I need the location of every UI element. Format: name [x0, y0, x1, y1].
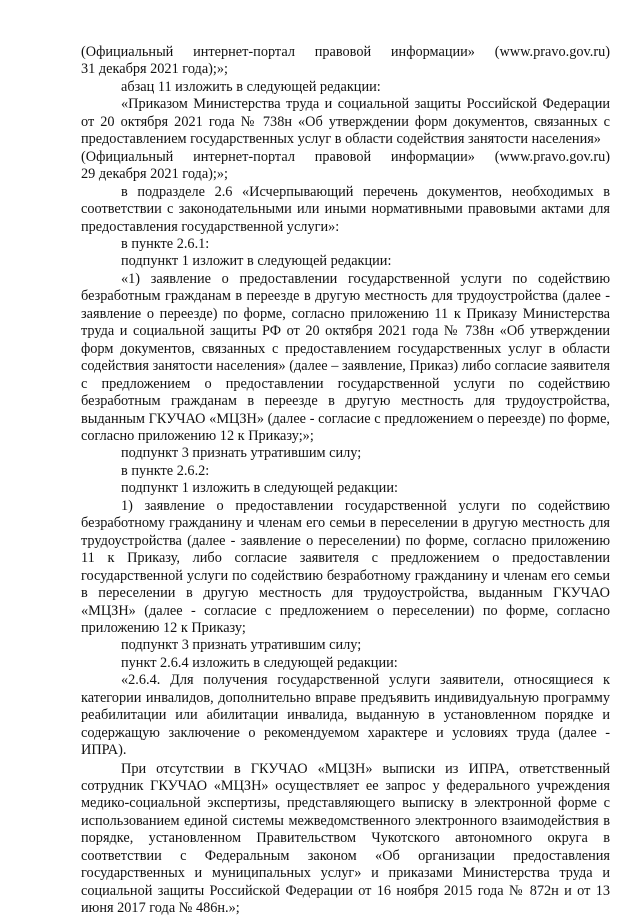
paragraph-subitem-3-void-1: подпункт 3 признать утратившим силу; [121, 445, 362, 462]
paragraph-prikaz-738n: «Приказом Министерства труда и социальной защиты Российской Федерации от 20 октября 2021 года № 738н «Об утверждении форм документов, связанных с предоставлением государственных услуг в области содействия занятости населения» [81, 96, 610, 148]
paragraph-item-2-6-2: в пункте 2.6.2: [121, 462, 210, 479]
paragraph-subitem-1-header-2: подпункт 1 изложить в следующей редакции: [121, 480, 398, 497]
paragraph-official-portal-2 [81, 149, 610, 184]
text-line: (Официальный интернет-портал правовой информации» (www.pravo.gov.ru) [81, 148, 610, 165]
paragraph-ipra-request: При отсутствии в ГКУЧАО «МЦЗН» выписки из ИПРА, ответственный сотрудник ГКУЧАО «МЦЗН» осуществляет ее запрос у федерального учреждения медико-социальной экспертизы, представляющего выписку в электронной форме с использованием единой системы межведомственного электронного взаимодействия в порядке, установленном Правительством Чукотского автономного округа в соответствии с Федеральным законом «Об организации предоставления государственных и муниципальных услуг» и приказами Министерства труда и социальной защиты Российской Федерации от 16 ноября 2015 года № 872н и от 13 июня 2017 года № 486н.»; [81, 760, 610, 917]
paragraph-item-2-6-1: в пункте 2.6.1: [121, 235, 210, 252]
paragraph-subitem-1-header: подпункт 1 изложит в следующей редакции: [121, 253, 392, 270]
text-line: 31 декабря 2021 года);»; [81, 61, 229, 78]
paragraph-subitem-3-void-2: подпункт 3 признать утратившим силу; [121, 637, 362, 654]
text-line: (Официальный интернет-портал правовой информации» (www.pravo.gov.ru) [81, 44, 610, 60]
paragraph-item-2-6-4-header: пункт 2.6.4 изложить в следующей редакции: [121, 654, 398, 671]
paragraph-subitem-1-pereezd: «1) заявление о предоставлении государственной услуги по содействию безработным гражданам в переезде в другую местность для трудоустройства (далее - заявление о переезде) по форме, согласно приложению 11 к Приказу Министерства труда и социальной защиты РФ от 20 октября 2021 года № 738н «Об утверждении форм документов, связанных с предоставлением государственных услуг в области содействия занятости населения» (далее – заявление, Приказ) либо согласие заявителя с предложением о предоставлении государственной услуги по содействию безработным гражданам в переезде в другую местность для трудоустройства, выданным ГКУЧАО «МЦЗН» (далее - согласие с предложением о переезде) по форме, согласно приложению 12 к Приказу;»; [81, 270, 610, 444]
paragraph-abzac-11: абзац 11 изложить в следующей редакции: [121, 78, 381, 95]
paragraph-item-2-6-4-ipra: «2.6.4. Для получения государственной услуги заявители, относящиеся к категории инвалидов, дополнительно вправе предъявить индивидуальную программу реабилитации или абилитации инвалида, выданную в установленном порядке и содержащую заключение о рекомендуемом характере и условиях труда (далее - ИПРА). [81, 672, 610, 759]
text-line: 29 декабря 2021 года);»; [81, 166, 229, 183]
paragraph-official-portal-1 [81, 44, 610, 79]
paragraph-subsection-2-6: в подразделе 2.6 «Исчерпывающий перечень документов, необходимых в соответствии с законодательными или иными нормативными правовыми актами для предоставления государственной услуги»: [81, 183, 610, 235]
paragraph-subitem-1-pereselenie: 1) заявление о предоставлении государственной услуги по содействию безработному гражданину и членам его семьи в переселении в другую местность для трудоустройства (далее - заявление о переселении) по форме, согласно приложению 11 к Приказу, либо согласие заявителя с предложением о предоставлении государственной услуги по содействию безработному гражданину и членам его семьи в переселении в другую местность для трудоустройства, выданным ГКУЧАО «МЦЗН» (далее - согласие с предложением о переселении) по форме, согласно приложению 12 к Приказу; [81, 497, 610, 636]
